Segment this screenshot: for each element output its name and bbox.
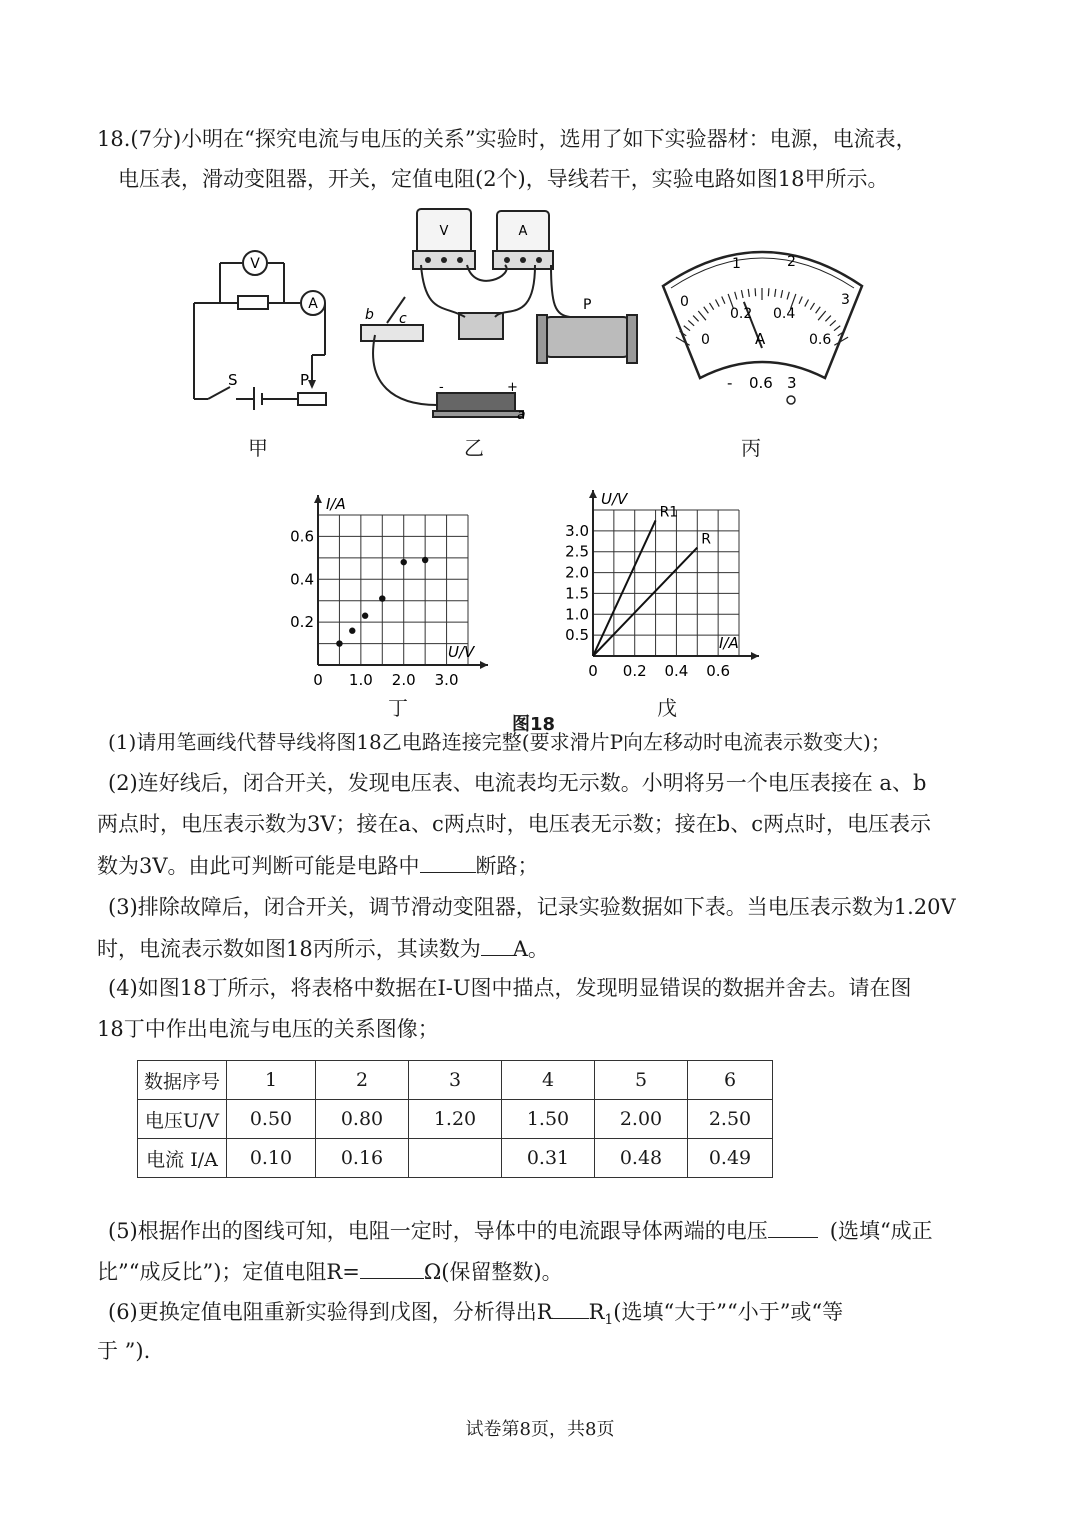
part-5-text-post: (选填“成正 <box>829 1219 933 1243</box>
data-point <box>362 613 368 619</box>
part-3-unit: A。 <box>512 937 549 961</box>
data-point <box>336 640 342 646</box>
part-4-line-1: (4)如图18丁所示，将表格中数据在I-U图中描点，发现明显错误的数据并舍去。请在图 <box>108 976 912 1000</box>
terminal-b-label: b <box>365 307 374 323</box>
dial-outer-2: 2 <box>787 254 796 270</box>
dial-tick <box>768 288 769 296</box>
part-5b-text-pre: 比”“成反比”)；定值电阻R= <box>97 1260 360 1284</box>
dial-inner-3: 0.6 <box>809 332 832 348</box>
battery-plus-label: + <box>507 380 518 395</box>
table-row <box>138 1139 773 1178</box>
x-tick-label: 2.0 <box>391 671 416 689</box>
table-header-cell: 6 <box>688 1061 773 1100</box>
part-2-text-pre: 数为3V。由此可判断可能是电路中 <box>97 854 420 878</box>
x-tick-label: 1.0 <box>348 671 373 689</box>
table-cell: 0.10 <box>227 1139 316 1178</box>
dial-tick <box>693 316 699 322</box>
dial-tick <box>816 307 821 314</box>
figure-label-ding: 丁 <box>388 696 408 720</box>
rheostat-slider-label: P <box>583 297 592 313</box>
page-footer: 试卷第8页，共8页 <box>465 1419 615 1440</box>
part-2-line-2: 两点时，电压表示数为3V；接在a、c两点时，电压表无示数；接在b、c两点时，电压表示 <box>97 812 932 836</box>
y-tick-label: 0.4 <box>290 570 314 589</box>
y-tick-label: 3.0 <box>565 521 589 540</box>
dial-tick <box>755 288 756 296</box>
table-row <box>138 1100 773 1139</box>
part-2-text-post: 断路； <box>475 854 539 878</box>
part-3-line-1: (3)排除故障后，闭合开关，调节滑动变阻器，记录实验数据如下表。当电压表示数为1.20V <box>108 895 956 919</box>
part-5-text-pre: (5)根据作出的图线可知，电阻一定时，导体中的电流跟导体两端的电压 <box>108 1219 768 1243</box>
figure-caption: 图18 <box>512 714 556 735</box>
terminal-a-label: a <box>517 407 526 423</box>
y-tick-label: 1.0 <box>565 605 589 624</box>
dial-tick <box>698 311 706 320</box>
y-tick-label: 0.6 <box>290 527 314 546</box>
meter-a-label: A <box>518 224 528 239</box>
x-tick-label: 0 <box>313 671 323 689</box>
y-tick-label: 0.5 <box>565 626 589 645</box>
dial-tick <box>781 290 783 298</box>
dial-tick <box>810 303 814 310</box>
part-6-r1-sub: 1 <box>604 1312 614 1329</box>
circuit-diagram-jia <box>180 235 350 410</box>
ammeter-symbol: A <box>308 296 318 312</box>
dial-tick <box>748 289 749 297</box>
table-cell: 0.16 <box>316 1139 409 1178</box>
part-1: (1)请用笔画线代替导线将图18乙电路连接完整(要求滑片P向左移动时电流表示数变大)； <box>108 730 891 754</box>
dial-inner-2: 0.4 <box>773 306 796 322</box>
apparatus-yi <box>355 205 650 430</box>
table-header-cell: 数据序号 <box>138 1061 227 1100</box>
table-cell: 1.50 <box>502 1100 595 1139</box>
x-axis-arrow <box>751 652 759 660</box>
x-axis-label: I/A <box>719 634 739 652</box>
part-6-r1: R <box>588 1300 605 1324</box>
dial-tick <box>787 292 789 300</box>
part-6-line-2: 于 ”). <box>97 1339 151 1363</box>
table-cell: 电压U/V <box>138 1100 227 1139</box>
dial-inner-1: 0.2 <box>730 306 753 322</box>
chart-wu <box>555 478 785 688</box>
part-6-text-post: (选填“大于”“小于”或“等 <box>613 1300 844 1324</box>
table-cell: 0.31 <box>502 1139 595 1178</box>
table-header-cell: 1 <box>227 1061 316 1100</box>
table-cell: 1.20 <box>409 1100 502 1139</box>
battery-minus-label: - <box>439 380 444 395</box>
dial-tick <box>722 296 725 303</box>
y-tick-label: 2.0 <box>565 563 589 582</box>
data-point <box>422 557 428 563</box>
part-6-text-pre: (6)更换定值电阻重新实验得到戊图，分析得出R <box>108 1300 553 1324</box>
switch-label: S <box>228 371 238 389</box>
meter-v-label: V <box>439 224 449 239</box>
answer-blank-proportion[interactable] <box>768 1215 818 1238</box>
part-5-line-1 <box>108 1215 933 1246</box>
x-tick-label: 0.4 <box>664 662 689 680</box>
x-axis-label: U/V <box>448 643 475 661</box>
dial-tick <box>684 326 690 331</box>
series-label-r: R <box>701 531 712 548</box>
figure-label-jia: 甲 <box>248 436 268 460</box>
table-header-cell: 4 <box>502 1061 595 1100</box>
dial-tick <box>775 289 776 297</box>
table-cell: 2.00 <box>595 1100 688 1139</box>
part-6-line-1 <box>108 1296 843 1335</box>
y-axis-label: I/A <box>326 495 346 513</box>
answer-blank-resistance[interactable] <box>360 1256 424 1279</box>
table-cell: 0.48 <box>595 1139 688 1178</box>
table-cell: 0.50 <box>227 1100 316 1139</box>
dial-unit: A <box>755 330 766 348</box>
x-tick-label: 0.2 <box>622 662 647 680</box>
dial-tick <box>715 299 719 306</box>
dial-tick <box>799 296 802 303</box>
answer-blank-compare[interactable] <box>553 1296 589 1319</box>
figure-label-bing: 丙 <box>741 436 761 460</box>
dial-tick <box>741 290 743 298</box>
table-cell: 0.49 <box>688 1139 773 1178</box>
dial-outer-3: 3 <box>841 292 850 308</box>
y-axis-arrow <box>589 490 597 498</box>
dial-terminal-3: 3 <box>787 374 797 392</box>
slider-label: P <box>300 371 310 389</box>
y-axis-arrow <box>314 495 322 503</box>
figure-label-wu: 戊 <box>657 696 677 720</box>
dial-tick <box>805 299 809 306</box>
x-tick-label: 0.6 <box>706 662 731 680</box>
table-header-cell: 2 <box>316 1061 409 1100</box>
table-header-cell: 5 <box>595 1061 688 1100</box>
ammeter-dial-bing <box>655 228 870 413</box>
x-axis-arrow <box>480 661 488 669</box>
dial-terminal-minus: - <box>727 374 733 392</box>
series-line-r1 <box>593 520 656 656</box>
dial-tick <box>735 292 737 300</box>
data-point <box>379 595 385 601</box>
dial-tick <box>818 311 826 320</box>
table-cell[interactable] <box>409 1139 502 1178</box>
terminal-c-label: c <box>399 311 407 327</box>
question-line-1: 18.(7分)小明在“探究电流与电压的关系”实验时，选用了如下实验器材：电源，电流表， <box>97 127 917 151</box>
y-tick-label: 1.5 <box>565 584 589 603</box>
table-cell: 0.80 <box>316 1100 409 1139</box>
x-tick-label: 0 <box>588 662 598 680</box>
answer-blank-fault[interactable] <box>420 850 476 873</box>
part-5b-text-post: Ω(保留整数)。 <box>423 1260 563 1284</box>
question-line-2: 电压表，滑动变阻器，开关，定值电阻(2个)，导线若干，实验电路如图18甲所示。 <box>118 167 889 191</box>
data-point <box>349 628 355 634</box>
dial-tick <box>704 307 709 314</box>
dial-terminal-knob <box>787 396 795 404</box>
table-header-cell: 3 <box>409 1061 502 1100</box>
y-tick-label: 2.5 <box>565 542 589 561</box>
part-3-text-pre: 时，电流表示数如图18丙所示，其读数为 <box>97 937 481 961</box>
part-4-line-2: 18丁中作出电流与电压的关系图像； <box>97 1017 439 1041</box>
y-axis-label: U/V <box>601 490 628 508</box>
dial-tick <box>709 303 713 310</box>
x-tick-label: 3.0 <box>434 671 459 689</box>
dial-outer-1: 1 <box>732 256 741 272</box>
part-5-line-2 <box>97 1256 563 1287</box>
dial-inner-0: 0 <box>701 332 710 348</box>
chart-ding <box>270 490 520 690</box>
dial-tick <box>688 320 694 325</box>
series-line-r <box>593 548 697 656</box>
voltmeter-symbol: V <box>250 256 260 272</box>
series-label-r1: R1 <box>659 504 679 521</box>
part-3-line-2 <box>97 933 549 964</box>
data-table <box>137 1060 773 1178</box>
dial-outer-0: 0 <box>680 294 689 310</box>
table-cell: 电流 I/A <box>138 1139 227 1178</box>
dial-terminal-06: 0.6 <box>749 374 773 392</box>
data-point <box>401 559 407 565</box>
part-2-line-3 <box>97 850 539 881</box>
table-cell: 2.50 <box>688 1100 773 1139</box>
part-2-line-1: (2)连好线后，闭合开关，发现电压表、电流表均无示数。小明将另一个电压表接在 a、b <box>108 771 927 795</box>
dial-tick <box>830 320 836 325</box>
dial-tick <box>834 326 840 331</box>
table-header-row <box>138 1061 773 1100</box>
answer-blank-reading[interactable] <box>481 933 513 956</box>
figure-label-yi: 乙 <box>464 436 484 460</box>
dial-tick <box>825 316 831 322</box>
y-tick-label: 0.2 <box>290 613 314 632</box>
